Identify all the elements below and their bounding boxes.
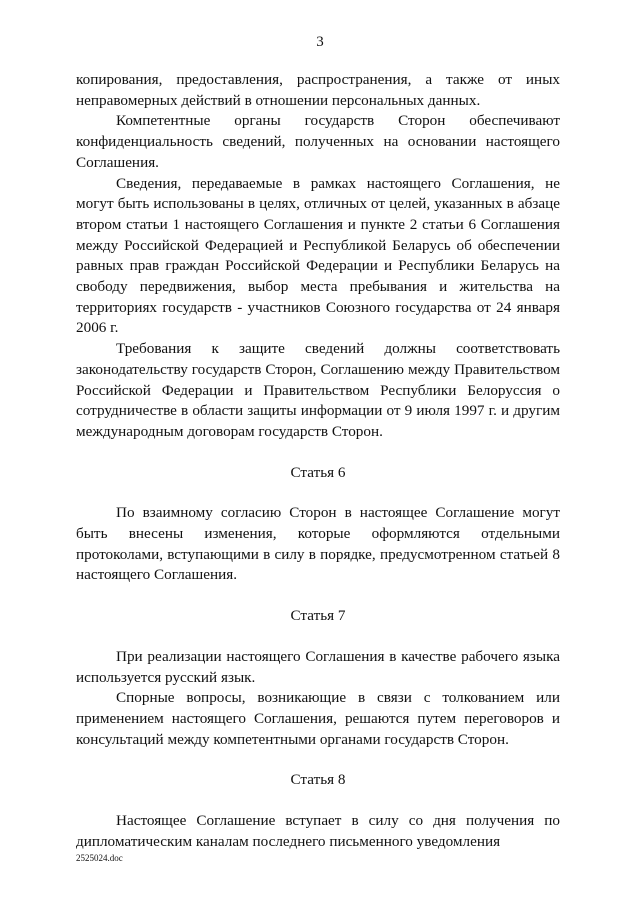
document-filename-footer: 2525024.doc <box>76 853 123 863</box>
article-7-paragraph-language: При реализации настоящего Соглашения в качестве рабочего языка используется русский язык. <box>76 647 560 686</box>
paragraph-usage-restriction: Сведения, передаваемые в рамках настоящего Соглашения, не могут быть использованы в целях, отличных от целей, указанных в абзаце втором статьи 1 настоящего Соглашения и пункте 2 статьи 6 Соглашения между Российской Федерацией и Республикой Беларусь об обеспечении равных прав граждан Российской Федерации и Республики Беларусь на свободу передвижения, выбор места пребывания и жительства на территориях государств - участников Союзного государства от 24 января 2006 г. <box>76 174 560 337</box>
article-6-heading: Статья 6 <box>290 463 346 481</box>
document-body <box>76 70 560 853</box>
article-6-paragraph: По взаимному согласию Сторон в настоящее Соглашение могут быть внесены изменения, которые оформляются отдельными протоколами, вступающими в силу в порядке, предусмотренном статьей 8 настоящего Соглашения. <box>76 504 560 584</box>
article-8-paragraph: Настоящее Соглашение вступает в силу со дня получения по дипломатическим каналам последнего письменного уведомления <box>76 812 560 850</box>
paragraph-confidentiality: Компетентные органы государств Сторон обеспечивают конфиденциальность сведений, полученных на основании настоящего Соглашения. <box>76 112 560 171</box>
article-7-paragraph-disputes: Спорные вопросы, возникающие в связи с толкованием или применением настоящего Соглашения, решаются путем переговоров и консультаций между компетентными органами государств Сторон. <box>76 689 560 748</box>
paragraph-protection-requirements: Требования к защите сведений должны соответствовать законодательству государств Сторон, Соглашению между Правительством Российской Федерации и Правительством Республики Белоруссия о сотрудничестве в области защиты информации от 9 июля 1997 г. и другим международным договорам государств Сторон. <box>76 340 560 440</box>
page-number: 3 <box>316 34 324 50</box>
article-8-heading: Статья 8 <box>290 771 346 789</box>
article-7-heading: Статья 7 <box>290 607 346 625</box>
paragraph-continuation: копирования, предоставления, распространения, а также от иных неправомерных действий в отношении персональных данных. <box>76 71 560 109</box>
